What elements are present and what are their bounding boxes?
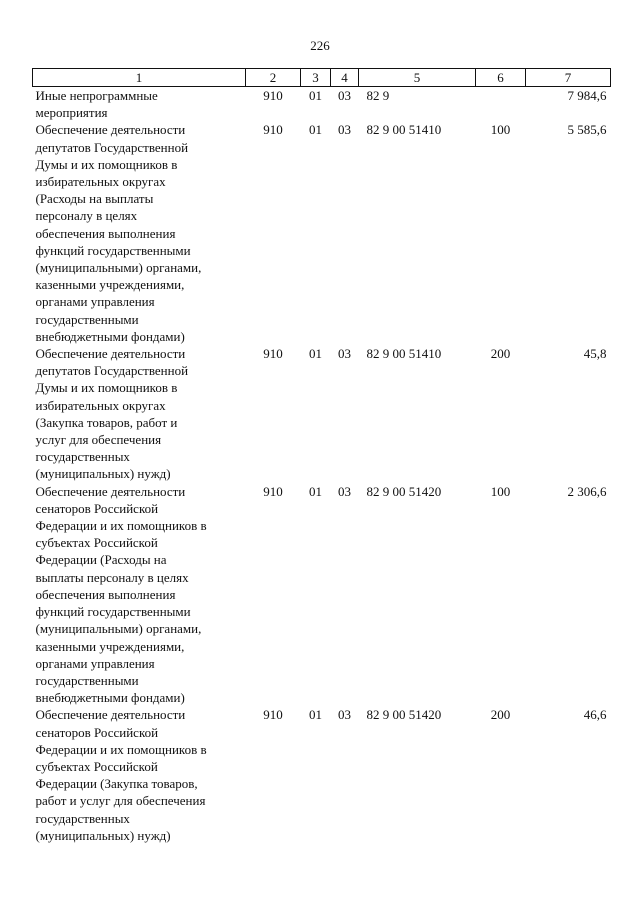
- row-grbs-cell: 910: [263, 707, 283, 723]
- table-row: [33, 121, 611, 345]
- row-name-line: персоналу в целях: [35, 208, 138, 224]
- row-name-line: выплаты персоналу в целях: [35, 569, 189, 585]
- row-amount-cell: 2 306,6: [567, 483, 607, 499]
- row-name-line: Обеспечение деятельности: [35, 483, 186, 499]
- row-amount-cell: 7 984,6: [567, 88, 607, 103]
- table-row: [33, 87, 611, 122]
- row-name-line: Обеспечение деятельности: [35, 122, 186, 138]
- table-body: [33, 87, 611, 844]
- page-number: 226: [310, 38, 330, 53]
- row-name-line: субъектах Российской: [35, 535, 158, 551]
- table-row: [33, 345, 611, 483]
- row-grbs-cell: 910: [263, 483, 283, 499]
- row-section-cell: 01: [309, 346, 322, 362]
- row-name-line: Федерации и их помощников в: [35, 741, 207, 757]
- row-name-cell: [33, 121, 246, 345]
- row-name-line: избирательных округах: [35, 397, 166, 413]
- row-name-line: государственными: [35, 672, 139, 688]
- row-name-line: (муниципальных) нужд): [35, 466, 171, 482]
- row-name-line: (муниципальными) органами,: [35, 621, 202, 637]
- row-name-line: обеспечения выполнения: [35, 225, 176, 241]
- row-name-line: субъектах Российской: [35, 758, 158, 774]
- row-name-line: Думы и их помощников в: [35, 156, 178, 172]
- row-target-article-cell: 82 9 00 51410: [366, 346, 442, 362]
- row-name-cell: [33, 483, 246, 707]
- row-section-cell: 01: [309, 88, 322, 103]
- row-subsection-cell: 03: [338, 707, 351, 723]
- row-name-line: услуг для обеспечения: [35, 432, 162, 448]
- row-name-line: органами управления: [35, 294, 155, 310]
- row-section-cell: 01: [309, 122, 322, 138]
- row-name-cell: [33, 345, 246, 483]
- row-name-line: Федерации (Расходы на: [35, 552, 167, 568]
- row-amount-cell: 5 585,6: [567, 122, 607, 138]
- row-name-line: (муниципальных) нужд): [35, 827, 171, 843]
- row-name-line: казенными учреждениями,: [35, 638, 185, 654]
- header-cell-1: 1: [33, 69, 246, 87]
- row-grbs-cell: 910: [263, 346, 283, 362]
- row-target-article-cell: 82 9 00 51420: [366, 483, 442, 499]
- row-name-line: государственными: [35, 311, 139, 327]
- row-name-line: обеспечения выполнения: [35, 586, 176, 602]
- row-name-line: избирательных округах: [35, 174, 166, 190]
- row-grbs-cell: 910: [263, 88, 283, 103]
- row-amount-cell: 45,8: [583, 346, 607, 362]
- row-name-line: (Расходы на выплаты: [35, 191, 154, 207]
- row-subsection-cell: 03: [338, 483, 351, 499]
- row-name-line: (Закупка товаров, работ и: [35, 414, 178, 430]
- row-name-line: Федерации и их помощников в: [35, 518, 207, 534]
- row-expense-type-cell: 100: [490, 122, 511, 138]
- table-header: [33, 69, 611, 87]
- row-section-cell: 01: [309, 483, 322, 499]
- row-amount-cell: 46,6: [583, 707, 607, 723]
- row-subsection-cell: 03: [338, 122, 351, 138]
- header-cell-4: 4: [331, 69, 359, 87]
- row-name-line: функций государственными: [35, 242, 191, 258]
- row-name-line: Обеспечение деятельности: [35, 346, 186, 362]
- row-name-line: Иные непрограммные: [35, 88, 158, 103]
- row-name-line: депутатов Государственной: [35, 139, 189, 155]
- row-target-article-cell: 82 9 00 51420: [366, 707, 442, 723]
- row-name-line: Думы и их помощников в: [35, 380, 178, 396]
- row-subsection-cell: 03: [338, 346, 351, 362]
- header-cell-6: 6: [476, 69, 526, 87]
- row-name-line: внебюджетными фондами): [35, 328, 185, 344]
- row-expense-type-cell: 200: [490, 346, 511, 362]
- row-name-line: Федерации (Закупка товаров,: [35, 776, 198, 792]
- row-name-line: казенными учреждениями,: [35, 277, 185, 293]
- row-name-line: сенаторов Российской: [35, 500, 159, 516]
- header-cell-2: 2: [246, 69, 301, 87]
- row-name-line: государственных: [35, 449, 130, 465]
- row-target-article-cell: 82 9 00 51410: [366, 122, 442, 138]
- row-name-line: сенаторов Российской: [35, 724, 159, 740]
- row-target-article-cell: 82 9: [366, 88, 390, 103]
- row-subsection-cell: 03: [338, 88, 351, 103]
- row-expense-type-cell: 100: [490, 483, 511, 499]
- row-name-line: государственных: [35, 810, 130, 826]
- header-cell-7: 7: [526, 69, 611, 87]
- row-expense-type-cell: 200: [490, 707, 511, 723]
- table-row: [33, 483, 611, 707]
- row-name-cell: [33, 706, 246, 844]
- header-cell-5: 5: [359, 69, 476, 87]
- row-name-line: работ и услуг для обеспечения: [35, 793, 206, 809]
- row-name-line: мероприятия: [35, 105, 108, 121]
- budget-table: [32, 68, 611, 844]
- row-name-line: депутатов Государственной: [35, 363, 189, 379]
- row-name-line: (муниципальными) органами,: [35, 260, 202, 276]
- row-name-line: Обеспечение деятельности: [35, 707, 186, 723]
- header-cell-3: 3: [301, 69, 331, 87]
- table-row: [33, 706, 611, 844]
- row-section-cell: 01: [309, 707, 322, 723]
- row-name-line: функций государственными: [35, 604, 191, 620]
- row-expense-type-cell: [476, 87, 526, 122]
- header-row: [33, 69, 611, 87]
- row-name-cell: [33, 87, 246, 122]
- row-name-line: внебюджетными фондами): [35, 690, 185, 706]
- row-name-line: органами управления: [35, 655, 155, 671]
- row-grbs-cell: 910: [263, 122, 283, 138]
